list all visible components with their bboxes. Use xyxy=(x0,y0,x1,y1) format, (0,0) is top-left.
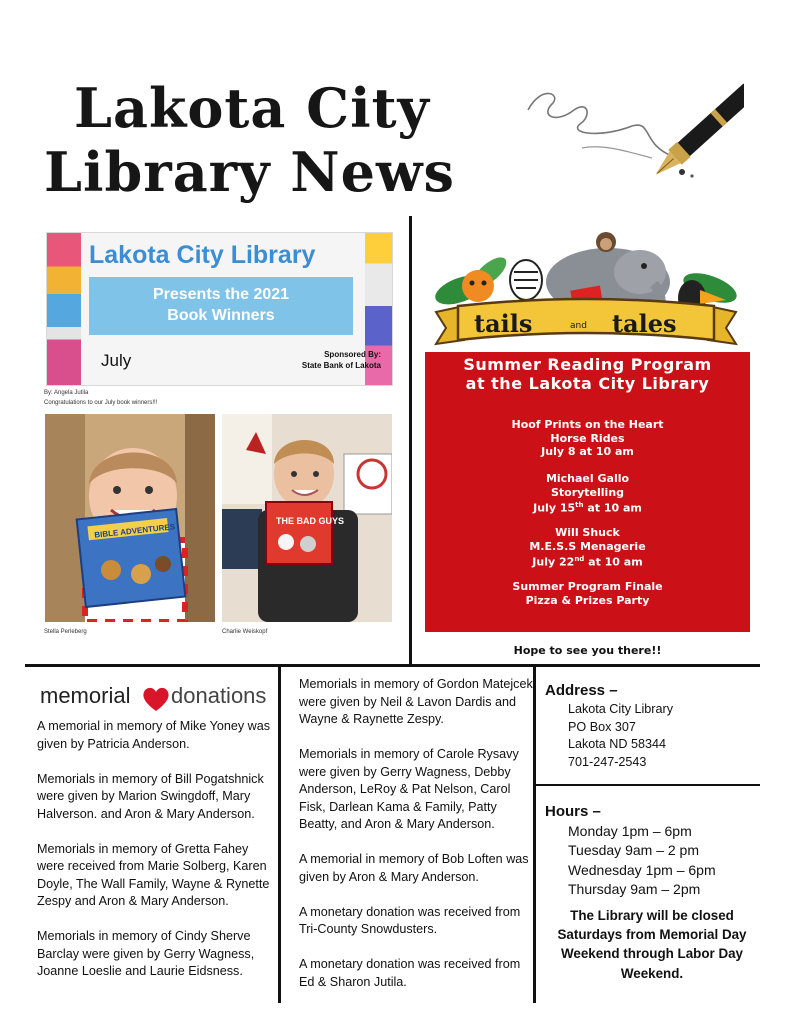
address-line: Lakota ND 58344 xyxy=(568,737,667,752)
srp-title-line1: Summer Reading Program xyxy=(463,355,712,374)
memorial-paragraph: Memorials in memory of Bill Pogatshnick were given by Marion Swingdoff, Mary Halverson. and Aron & Mary Anderson. xyxy=(37,771,264,821)
logo-word-tales: tales xyxy=(612,309,677,338)
sponsor-note xyxy=(281,349,381,371)
photo-caption: Charlie Weiskopf xyxy=(222,629,268,635)
memorial-paragraph: A monetary donation was received from Ed & Sharon Jutila. xyxy=(299,957,521,989)
memorials-column-1 xyxy=(37,718,273,998)
hours-line: Monday 1pm – 6pm xyxy=(568,823,692,839)
presents-line2: Book Winners xyxy=(167,307,275,324)
memorial-paragraph: A memorial in memory of Mike Yoney was given by Patricia Anderson. xyxy=(37,719,271,751)
address-line: PO Box 307 xyxy=(568,719,636,734)
summer-reading-program-box xyxy=(425,352,750,632)
hours-line: Tuesday 9am – 2 pm xyxy=(568,842,699,859)
summer-reading-title xyxy=(425,355,750,393)
winners-banner-title: Lakota City Library xyxy=(89,241,316,269)
srp-event-line: Storytelling xyxy=(550,485,625,499)
winner-photo-boy xyxy=(222,414,392,622)
phone-number: 701-247-2543 xyxy=(568,754,647,769)
hours-line: Wednesday 1pm – 6pm xyxy=(568,861,716,878)
srp-event-line: Summer Program Finale xyxy=(512,580,663,593)
memorial-paragraph: Memorials in memory of Gretta Fahey were received from Marie Solberg, Karen Doyle, The Wall Family, Wayne & Rynette Zespy and Aron & Mary Anderson. xyxy=(37,841,270,908)
book-title-bible-adventures: BIBLE ADVENTURES xyxy=(93,522,176,540)
hours-heading: Hours – xyxy=(545,803,601,820)
byline: By: Angela Jutila xyxy=(44,390,89,396)
srp-event-date: July 22nd at 10 am xyxy=(532,555,643,569)
memorial-paragraph: A memorial in memory of Bob Loften was given by Aron & Mary Anderson. xyxy=(299,852,529,884)
memorial-paragraph: Memorials in memory of Gordon Matejcek were given by Neil & Lavon Dardis and Wayne & Raynette Zespy. xyxy=(299,677,533,726)
logo-word-and: and xyxy=(570,321,587,331)
tails-and-tales-logo xyxy=(430,228,742,348)
srp-event-line: M.E.S.S Menagerie xyxy=(529,539,646,553)
srp-event-horse-rides xyxy=(425,418,750,459)
srp-closing-line: Hope to see you there!! xyxy=(513,644,662,657)
photo-caption: Stella Perleberg xyxy=(44,629,87,635)
fountain-pen-icon xyxy=(522,64,744,182)
masthead-title-line2: Library News xyxy=(44,140,455,204)
address-block xyxy=(545,681,755,771)
closed-notice: The Library will be closed Saturdays from Memorial Day Weekend through Labor Day Weekend. xyxy=(557,908,747,981)
sponsor-line2: State Bank of Lakota xyxy=(301,361,381,370)
book-title-bad-guys: THE BAD GUYS xyxy=(276,516,345,526)
address-hours-divider xyxy=(535,784,760,786)
memorial-donations-logo xyxy=(40,683,280,713)
srp-event-finale xyxy=(425,580,750,607)
hours-block xyxy=(545,802,755,899)
srp-event-line: Michael Gallo xyxy=(545,472,630,485)
address-line: Lakota City Library xyxy=(568,702,673,716)
section-divider xyxy=(25,664,760,667)
memorial-logo-word1: memorial xyxy=(40,683,131,708)
srp-event-menagerie xyxy=(425,526,750,569)
srp-event-storytelling xyxy=(425,472,750,515)
memorial-logo-word2: donations xyxy=(171,683,267,708)
congrats-text: Congratulations to our July book winners!!! xyxy=(44,400,158,406)
srp-event-line: Horse Rides xyxy=(550,431,625,445)
top-column-divider xyxy=(409,216,412,666)
srp-event-line: Hoof Prints on the Heart xyxy=(511,418,664,431)
srp-event-line: Pizza & Prizes Party xyxy=(525,593,650,607)
logo-word-tails: tails xyxy=(474,309,533,338)
book-winners-banner xyxy=(46,232,393,386)
book-spine-decoration xyxy=(47,233,81,385)
srp-event-date: July 8 at 10 am xyxy=(541,445,634,458)
memorials-column-2 xyxy=(299,676,535,1009)
heart-icon xyxy=(141,685,171,713)
lower-left-divider xyxy=(278,667,281,1003)
winner-photo-girl xyxy=(45,414,215,622)
masthead xyxy=(44,72,564,202)
address-heading: Address – xyxy=(545,682,618,699)
presents-line1: Presents the 2021 xyxy=(152,286,290,303)
srp-event-line: Will Shuck xyxy=(555,526,620,539)
srp-title-line2: at the Lakota City Library xyxy=(465,374,710,393)
masthead-title-line1: Lakota City xyxy=(74,76,430,140)
hours-line: Thursday 9am – 2pm xyxy=(568,880,701,897)
winners-month: July xyxy=(101,351,132,370)
sponsor-line1: Sponsored By: xyxy=(324,350,381,359)
memorial-paragraph: Memorials in memory of Carole Rysavy were given by Gerry Wagness, Debby Anderson, LeRoy & Pat Nelson, Carol Fisk, Darlean Kama & Family, Patty Beatty, and Aron & Mary Anderson. xyxy=(299,747,519,831)
srp-event-date: July 15th at 10 am xyxy=(533,501,642,515)
memorial-paragraph: Memorials in memory of Cindy Sherve Barclay were given by Gerry Wagness, Joanne Loeslie and Laurie Eidsness. xyxy=(37,929,255,978)
memorial-paragraph: A monetary donation was received from Tri-County Snowdusters. xyxy=(299,904,521,936)
winners-presents-box xyxy=(89,277,353,335)
